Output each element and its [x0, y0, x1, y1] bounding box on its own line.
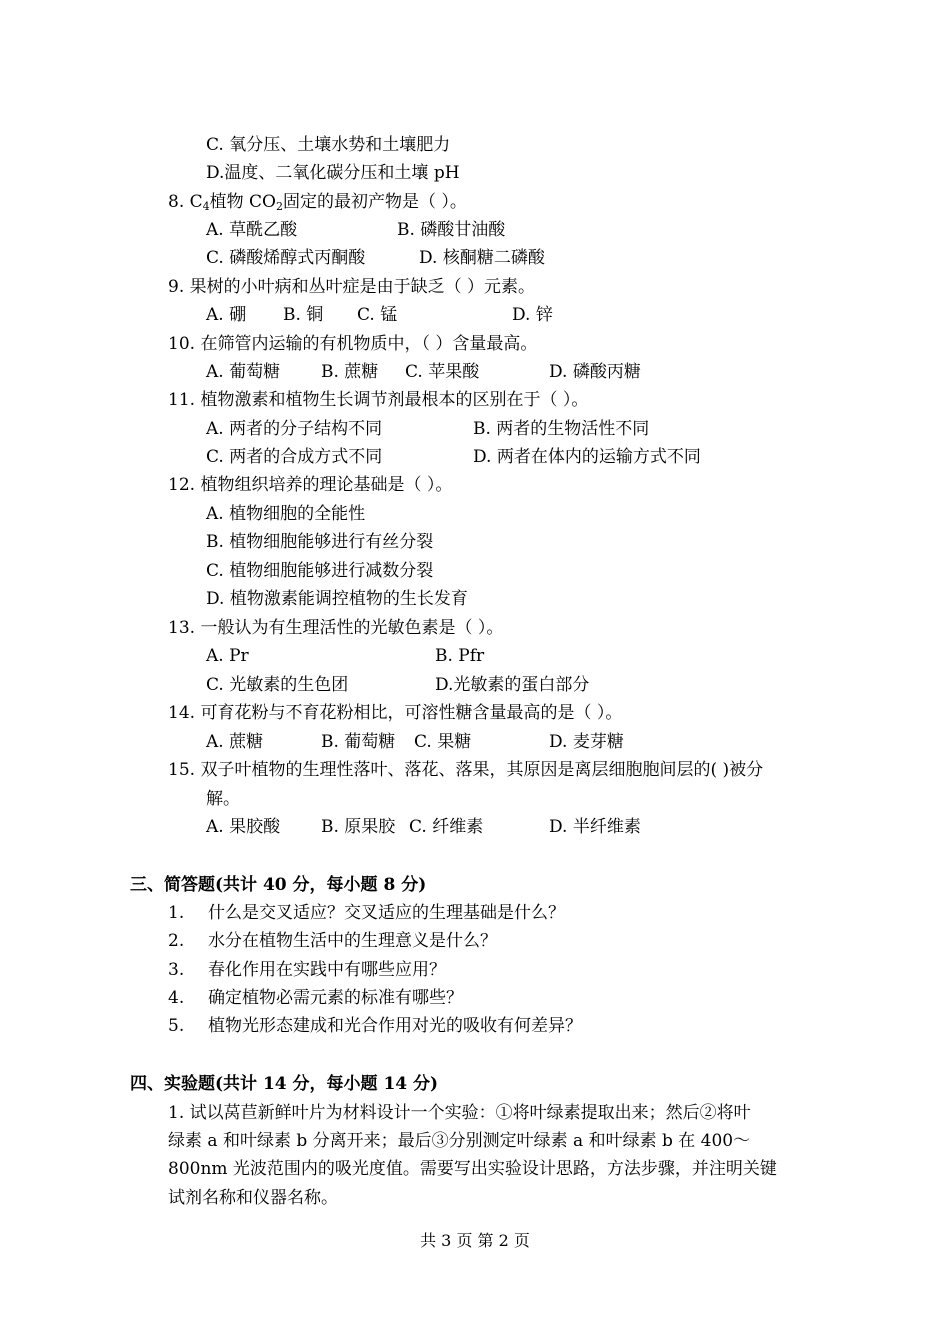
q12-option-c: C. 植物细胞能够进行减数分裂 — [206, 561, 434, 581]
q10-stem: 10. 在筛管内运输的有机物质中，（ ）含量最高。 — [168, 334, 538, 354]
q14-stem: 14. 可育花粉与不育花粉相比，可溶性糖含量最高的是（ ）。 — [168, 703, 623, 723]
q11-option-a: A. 两者的分子结构不同 — [206, 419, 383, 439]
q9-stem: 9. 果树的小叶病和丛叶症是由于缺乏（ ）元素。 — [168, 277, 536, 297]
q15-option-d: D. 半纤维素 — [549, 817, 641, 837]
q12-option-d: D. 植物激素能调控植物的生长发育 — [206, 589, 468, 609]
q11-option-c: C. 两者的合成方式不同 — [206, 447, 383, 467]
section4-question-line: 1. 试以莴苣新鲜叶片为材料设计一个实验：①将叶绿素提取出来；然后②将叶 — [168, 1103, 751, 1123]
q9-option-c: C. 锰 — [357, 305, 398, 325]
q9-option-a: A. 硼 — [206, 305, 247, 325]
q9-option-b: B. 铜 — [283, 305, 324, 325]
section4-heading: 四、实验题(共计 14 分，每小题 14 分) — [130, 1074, 439, 1094]
section3-item: 3. 春化作用在实践中有哪些应用？ — [168, 960, 446, 980]
q8-option-d: D. 核酮糖二磷酸 — [419, 248, 545, 268]
q15-option-b: B. 原果胶 — [321, 817, 396, 837]
section3-item: 1. 什么是交叉适应？交叉适应的生理基础是什么？ — [168, 903, 565, 923]
q14-option-b: B. 葡萄糖 — [321, 732, 396, 752]
q14-option-a: A. 蔗糖 — [206, 732, 264, 752]
q15-stem-continued: 解。 — [206, 789, 240, 809]
q13-option-b: B. Pfr — [435, 646, 485, 666]
section3-item: 4. 确定植物必需元素的标准有哪些？ — [168, 988, 463, 1008]
q11-option-b: B. 两者的生物活性不同 — [473, 419, 650, 439]
q15-stem: 15. 双子叶植物的生理性落叶、落花、落果，其原因是离层细胞胞间层的( )被分 — [168, 760, 764, 780]
q15-option-c: C. 纤维素 — [409, 817, 484, 837]
q10-option-b: B. 蔗糖 — [321, 362, 379, 382]
q13-option-a: A. Pr — [206, 646, 249, 666]
q7-option-d: D.温度、二氧化碳分压和土壤 pH — [206, 163, 460, 183]
q10-option-a: A. 葡萄糖 — [206, 362, 281, 382]
q8-option-a: A. 草酰乙酸 — [206, 220, 298, 240]
q8-option-b: B. 磷酸甘油酸 — [397, 220, 506, 240]
section3-heading: 三、简答题(共计 40 分，每小题 8 分) — [130, 875, 427, 895]
section4-question-line: 绿素 a 和叶绿素 b 分离开来；最后③分别测定叶绿素 a 和叶绿素 b 在 400～ — [168, 1131, 751, 1151]
q12-option-a: A. 植物细胞的全能性 — [206, 504, 366, 524]
q7-option-c: C. 氧分压、土壤水势和土壤肥力 — [206, 135, 451, 155]
q13-option-d: D.光敏素的蛋白部分 — [435, 675, 590, 695]
section3-item: 2. 水分在植物生活中的生理意义是什么？ — [168, 931, 497, 951]
section4-question-line: 试剂名称和仪器名称。 — [168, 1188, 338, 1208]
q8-stem: 8. $C_4$植物 $CO_2$固定的最初产物是（ ）。 — [168, 192, 467, 213]
section4-question-line: 800nm 光波范围内的吸光度值。需要写出实验设计思路，方法步骤，并注明关键 — [168, 1159, 777, 1179]
q11-stem: 11. 植物激素和植物生长调节剂最根本的区别在于（ ）。 — [168, 390, 589, 410]
q10-option-c: C. 苹果酸 — [405, 362, 480, 382]
q14-option-c: C. 果糖 — [414, 732, 472, 752]
q13-stem: 13. 一般认为有生理活性的光敏色素是（ ）。 — [168, 618, 504, 638]
q8-option-c: C. 磷酸烯醇式丙酮酸 — [206, 248, 366, 268]
q14-option-d: D. 麦芽糖 — [549, 732, 624, 752]
q10-option-d: D. 磷酸丙糖 — [549, 362, 641, 382]
q12-option-b: B. 植物细胞能够进行有丝分裂 — [206, 532, 434, 552]
q15-option-a: A. 果胶酸 — [206, 817, 281, 837]
q12-stem: 12. 植物组织培养的理论基础是（ ）。 — [168, 475, 453, 495]
q9-option-d: D. 锌 — [512, 305, 553, 325]
page-footer: 共 3 页 第 2 页 — [420, 1231, 530, 1250]
section3-item: 5. 植物光形态建成和光合作用对光的吸收有何差异？ — [168, 1016, 582, 1036]
q13-option-c: C. 光敏素的生色团 — [206, 675, 349, 695]
q11-option-d: D. 两者在体内的运输方式不同 — [473, 447, 701, 467]
